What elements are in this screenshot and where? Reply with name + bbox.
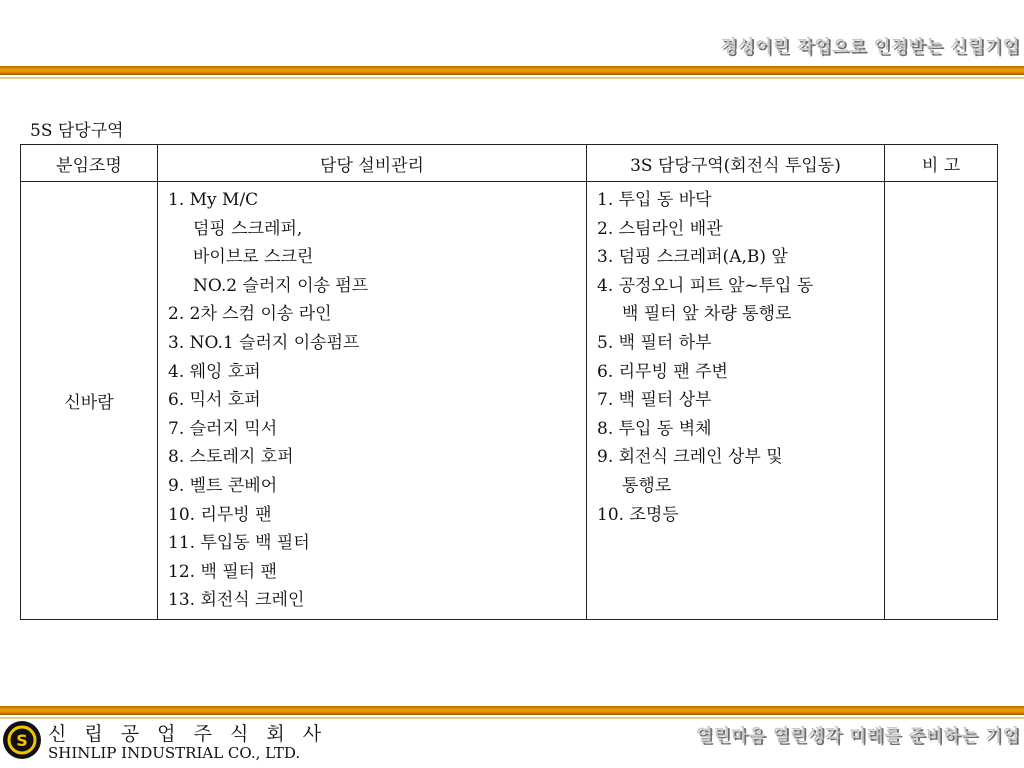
assignment-table xyxy=(20,144,998,620)
list-item: 3. NO.1 슬러지 이송펌프 xyxy=(168,332,360,353)
list-item: 백 필터 앞 차량 통행로 xyxy=(622,304,792,325)
list-item: 덤핑 스크레퍼, xyxy=(193,218,303,239)
list-item: 6. 리무빙 팬 주변 xyxy=(597,361,728,382)
company-name-korean: 신 립 공 업 주 식 회 사 xyxy=(48,723,328,745)
list-item: 5. 백 필터 하부 xyxy=(597,332,712,353)
list-item: 2. 스팀라인 배관 xyxy=(597,218,723,239)
company-logo-icon xyxy=(2,720,42,760)
footer-slogan: 열린마음 열린생각 미래를 준비하는 기업 xyxy=(696,726,1020,746)
list-item: 4. 공정오니 피트 앞~투입 동 xyxy=(597,275,814,296)
list-item: 10. 리무빙 팬 xyxy=(168,504,272,525)
list-item: 통행로 xyxy=(622,475,672,496)
header-rule-thin xyxy=(0,77,1024,79)
section-title: 5S 담당구역 xyxy=(30,121,124,141)
list-item: 12. 백 필터 팬 xyxy=(168,561,277,582)
list-item: 1. 투입 동 바닥 xyxy=(597,190,712,210)
list-item: 8. 투입 동 벽체 xyxy=(597,418,712,439)
header-rule xyxy=(0,66,1024,75)
list-item: NO.2 슬러지 이송 펌프 xyxy=(193,275,369,296)
list-item: 1. My M/C xyxy=(168,190,259,210)
list-item: 6. 믹서 호퍼 xyxy=(168,390,261,411)
areas-cell xyxy=(587,182,885,620)
table-row xyxy=(21,182,998,620)
list-item: 8. 스토레지 호퍼 xyxy=(168,447,294,468)
remarks-cell xyxy=(885,182,998,620)
header-equipment: 담당 설비관리 xyxy=(158,145,587,182)
header-team: 분임조명 xyxy=(21,145,158,182)
list-item: 4. 웨잉 호퍼 xyxy=(168,361,261,382)
header-areas: 3S 담당구역(회전식 투입동) xyxy=(587,145,885,182)
list-item: 9. 벨트 콘베어 xyxy=(168,475,278,496)
header-slogan: 정성어린 작업으로 인정받는 신립기업 xyxy=(720,37,1020,57)
list-item: 9. 회전식 크레인 상부 및 xyxy=(597,447,783,468)
team-name-cell: 신바람 xyxy=(21,182,158,620)
svg-text:S: S xyxy=(16,731,28,750)
company-name-english: SHINLIP INDUSTRIAL CO., LTD. xyxy=(48,744,301,762)
list-item: 13. 회전식 크레인 xyxy=(168,590,305,611)
list-item: 11. 투입동 백 필터 xyxy=(168,533,310,554)
table-header-row xyxy=(21,145,998,182)
header-remarks: 비 고 xyxy=(885,145,998,182)
list-item: 바이브로 스크린 xyxy=(193,247,314,268)
list-item: 2. 2차 스컴 이송 라인 xyxy=(168,304,332,325)
equipment-cell xyxy=(158,182,587,620)
list-item: 10. 조명등 xyxy=(597,504,679,525)
list-item: 7. 백 필터 상부 xyxy=(597,390,712,411)
list-item: 7. 슬러지 믹서 xyxy=(168,418,278,439)
footer-rule xyxy=(0,706,1024,715)
list-item: 3. 덤핑 스크레퍼(A,B) 앞 xyxy=(597,247,788,268)
